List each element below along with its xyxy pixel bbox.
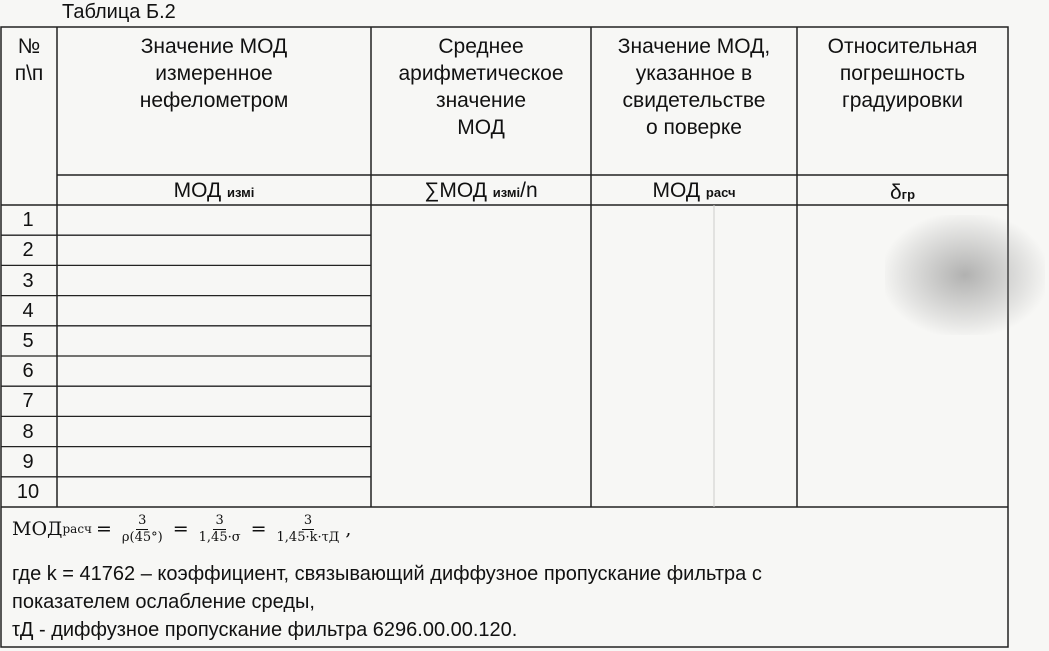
fraction-1: $\frac{3}{\rho(45^\circ)}$ [121,512,163,545]
row-number: 5 [22,329,34,352]
formula: МОД расч = $\frac{3}{\rho(45^\circ)}$ = $\frac{3}{1,45\cdot\sigma}$ = $\frac{3}{1,45\cdot k\cdot\tau Д}$ , [12,512,352,545]
row-number: 7 [22,390,34,413]
row-number: 1 [22,209,34,232]
row-number: 9 [22,450,34,473]
header-measured-value: Значение МОД измеренное нефелометром [139,35,289,112]
scan-smudge [885,215,1045,335]
header-relative-error: Относительная погрешность градуировки [827,35,978,112]
table-caption: Таблица Б.2 [62,1,176,23]
row-number: 3 [22,269,34,292]
header-certificate-value: Значение МОД, указанное в свидетельстве о поверке [617,35,771,139]
note-line-2: показателем ослабление среды, [12,591,315,613]
row-number: 8 [22,420,34,443]
row-number: 6 [22,360,34,383]
note-line-3: τД - диффузное пропускание фильтра 6296.00.00.120. [12,619,518,641]
row-number: 10 [16,480,40,503]
header-number: № п\п [14,35,44,85]
subheader-measured: МОД измi [173,179,255,202]
fraction-2: $\frac{3}{1,45\cdot\sigma}$ [198,512,241,545]
subheader-calculated: МОД расч [652,179,736,202]
note-line-1: где k = 41762 – коэффициент, связывающий диффузное пропускание фильтра с [12,563,762,585]
header-mean-value: Среднее арифметическое значение МОД [398,35,564,139]
row-number: 4 [22,299,34,322]
subheader-delta: δгр [889,181,916,204]
fraction-3: $\frac{3}{1,45\cdot k\cdot\tau Д}$ [276,512,340,545]
subheader-mean: ∑МОД измi/n [424,179,538,202]
row-number: 2 [22,239,34,262]
